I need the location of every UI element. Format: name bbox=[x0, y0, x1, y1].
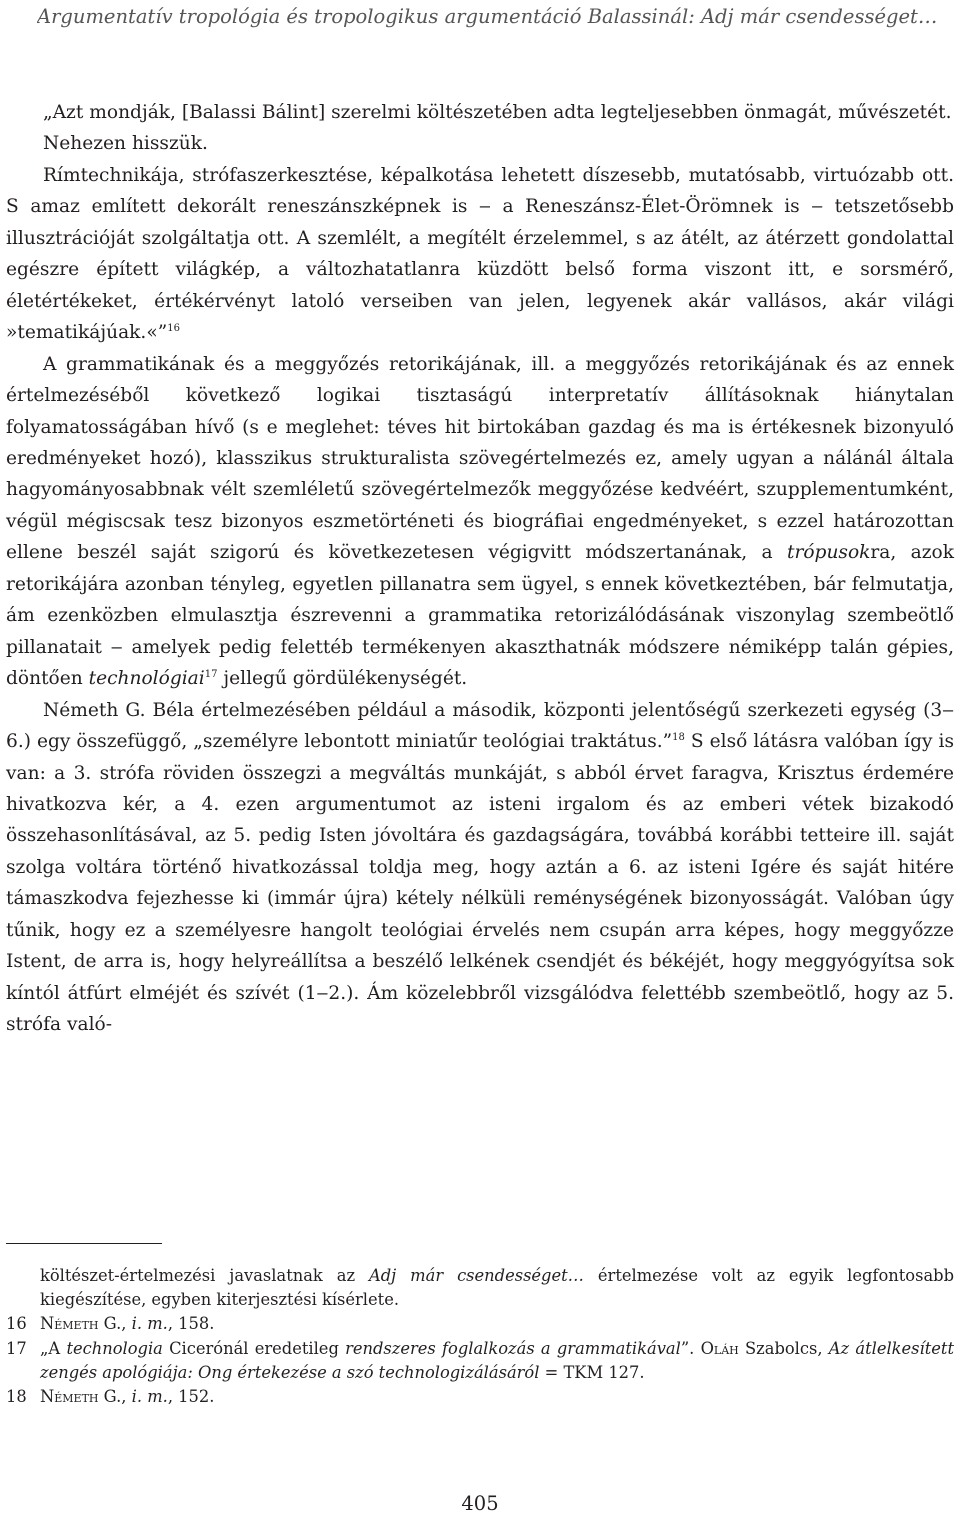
fn-cont-title: Adj már csendességet… bbox=[369, 1266, 584, 1285]
footnote-ref-18[interactable]: 18 bbox=[672, 732, 685, 744]
fn17-term: technologia bbox=[66, 1338, 163, 1358]
fn17-open: „A bbox=[40, 1338, 67, 1358]
fn17-mid: Cicerónál eredetileg bbox=[162, 1338, 346, 1358]
fn-cont-text-b: értelmezése volt az egyik legfontosabb kiegészítése, egyben kiterjesztési kísérlete. bbox=[40, 1266, 954, 1310]
fn17-author-rest: Szabolcs, bbox=[738, 1338, 823, 1358]
paragraph-nemeth bbox=[6, 695, 954, 1041]
footnote-ref-17[interactable]: 17 bbox=[204, 669, 218, 681]
fn17-author: Oláh bbox=[700, 1338, 739, 1358]
fn18-ref: i. m. bbox=[131, 1387, 168, 1407]
fn17-title: Az átlelkesített zengés apológiája: Ong értekezése a szó technologizálásáról bbox=[40, 1338, 954, 1382]
para3-part-a: Németh G. Béla értelmezésében például a második, központi jelentőségű szerkezeti egység (3‒6.) egy összefüggő, „személyre lebontott miniatűr teológiai traktátus.” bbox=[6, 699, 954, 753]
footnotes bbox=[6, 1264, 954, 1409]
fn16-sep: , bbox=[121, 1314, 132, 1334]
footnote-16 bbox=[6, 1312, 954, 1336]
footnote-continued bbox=[6, 1264, 954, 1312]
para2-part-c: jellegű gördülékenységét. bbox=[217, 668, 468, 690]
footnote-17 bbox=[6, 1337, 954, 1385]
footnote-number-16: 16 bbox=[6, 1314, 27, 1334]
footnote-number-17: 17 bbox=[6, 1338, 27, 1358]
fn18-sep: , bbox=[121, 1387, 132, 1407]
footnote-separator bbox=[6, 1243, 162, 1244]
italic-tropusok: trópusok bbox=[786, 542, 871, 564]
quote-paragraph bbox=[6, 160, 954, 349]
italic-technologiai: technológiai bbox=[88, 668, 205, 690]
page-number: 405 bbox=[461, 1492, 499, 1515]
quote-line-2: Nehezen hisszük. bbox=[43, 133, 208, 155]
paragraph-grammar bbox=[6, 349, 954, 695]
running-header: Argumentatív tropológia és tropologikus argumentáció Balassinál: Adj már csendességet… bbox=[37, 5, 938, 28]
para2-part-a: A grammatikának és a meggyőzés retorikájának, ill. a meggyőzés retorikájának és az ennek értelmezéséből következő logikai tisztaságú interpretatív állításoknak hiánytalan folyamatosságában hívő (s e meglehet: téves hit birtokában gazdag és ma is értékesnek bizonyuló eredményeket hozó), klasszikus strukturalista szövegértelmezés ez, amely ugyan a nálánál általa hagyományosabbnak vélt szemléletű szövegértelmezők meggyőzése kedvéért, szupplementumként, végül mégiscsak tesz bizonyos eszmetörténeti és biográfiai engedményeket, s ezzel határozottan ellene beszél saját szigorú és következetesen végigvitt módszertanának, a bbox=[6, 353, 954, 564]
quote-line-1: „Azt mondják, [Balassi Bálint] szerelmi költészetében adta legteljesebben önmagát, művészetét. bbox=[43, 102, 952, 123]
fn16-ref: i. m. bbox=[131, 1314, 168, 1334]
quote-line-3: Rímtechnikája, strófaszerkesztése, képalkotása lehetett díszesebb, mutatósabb, virtuózabb ott. S amaz említett dekorált reneszánszképnek is ‒ a Reneszánsz-Élet-Örömnek is ‒ tetszetősebb illusztrációját szolgáltatja ott. bbox=[6, 164, 954, 249]
fn17-phrase: rendszeres foglalkozás a grammatikával bbox=[345, 1338, 681, 1358]
fn18-rest: , 152. bbox=[167, 1387, 215, 1407]
fn16-author: Németh G. bbox=[40, 1314, 122, 1334]
fn17-tail: = TKM 127. bbox=[539, 1362, 645, 1382]
quote-continuation: A szemlélt, a megítélt érzelemmel, s az átélt, az átérzett gondolattal egészre épített világkép, a változhatatlanra küzdött belső forma viszont itt, e sorsmérő, életértékeket, értékérvényt latoló verseiben van jelen, legyenek akár vallásos, akár világi »tematikájúak.«” bbox=[6, 227, 954, 344]
footnote-number-18: 18 bbox=[6, 1387, 27, 1407]
footnote-18 bbox=[6, 1385, 954, 1409]
fn-cont-text-a: költészet-értelmezési javaslatnak az bbox=[40, 1266, 369, 1285]
para3-part-b: S első látásra valóban így is van: a 3. strófa röviden összegzi a megváltás munkáját, s abból érvet faragva, Krisztus érdemére hivatkozva kér, a 4. ezen argumentumot az isteni irgalom és az emberi vétek bizakodó összehasonlításával, az 5. pedig Isten jóvoltára és gazdagságára, továbbá korábbi tetteire ill. saját szolga voltára történő hivatkozással toldja meg, hogy aztán a 6. az isteni Igére és saját hitére támaszkodva fejezhesse ki (immár újra) kétely nélküli reménységének bizonyosságát. Valóban úgy tűnik, hogy ez a személyesre hangolt teológiai érvelés nem csupán arra képes, hogy meggyőzze Istent, de arra is, hogy helyreállítsa a beszélő lelkének csendjét és békéjét, hogy meggyógyítsa sok kíntól átfúrt elméjét és szívét (1‒2.). Ám közelebbről vizsgálódva felettébb szembeötlő, hogy az 5. strófa való- bbox=[6, 731, 955, 1036]
para2-part-b: ra, azok retorikájára azonban tényleg, egyetlen pillanatra sem ügyel, s ennek következtében, bár felmutatja, ám ezenközben elmulasztja észrevenni a grammatika retorizálódásának viszonylag szembeötlő pillanatait ‒ amelyek pedig felettéb termékenyen akaszthatnák módszere némiképp talán gépies, döntően bbox=[6, 542, 954, 690]
fn16-rest: , 158. bbox=[167, 1314, 215, 1334]
fn17-close: ”. bbox=[680, 1338, 701, 1358]
fn18-author: Németh G. bbox=[40, 1387, 122, 1407]
main-text bbox=[6, 97, 954, 1041]
footnote-ref-16[interactable]: 16 bbox=[167, 323, 180, 335]
